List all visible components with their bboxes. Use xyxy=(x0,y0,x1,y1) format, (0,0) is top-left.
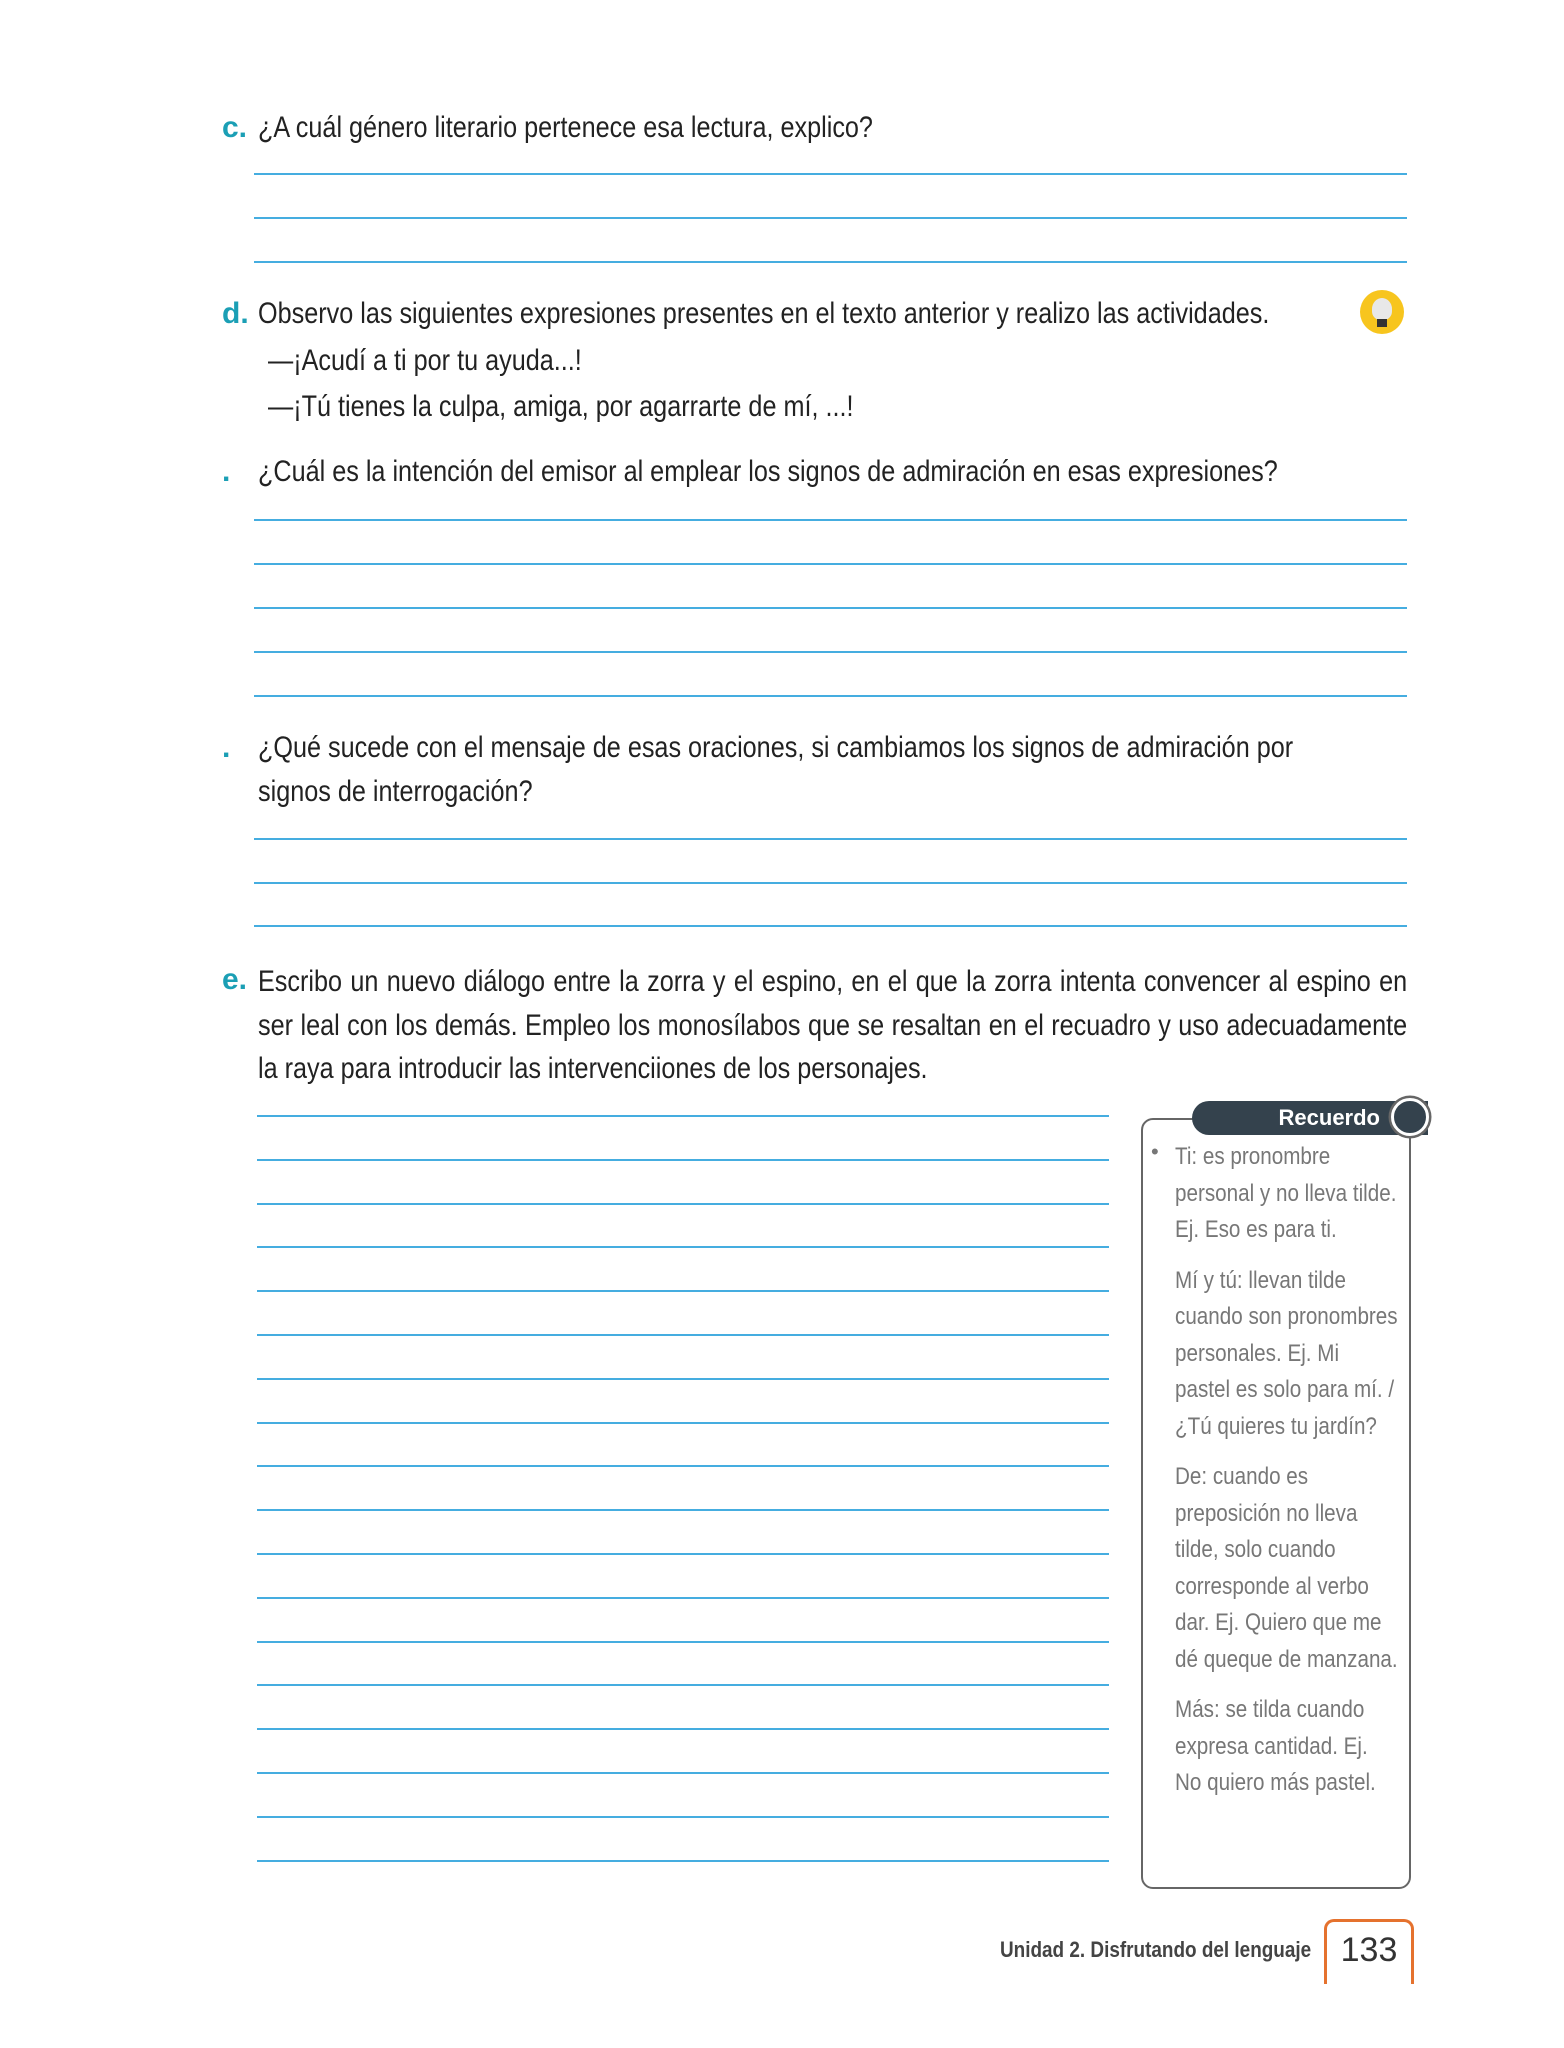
question-d-text: Observo las siguientes expresiones presentes en el texto anterior y realizo las actividades. xyxy=(258,297,1270,330)
bullet-question-2-line-2: signos de interrogación? xyxy=(258,775,533,808)
answer-line[interactable] xyxy=(254,925,1407,927)
answer-line[interactable] xyxy=(254,882,1407,884)
recuerdo-title: Recuerdo xyxy=(1278,1105,1380,1130)
answer-line[interactable] xyxy=(257,1334,1109,1336)
bullet-question-2-line-1: ¿Qué sucede con el mensaje de esas oraciones, si cambiamos los signos de admiración por xyxy=(258,731,1294,764)
answer-line[interactable] xyxy=(257,1641,1109,1643)
answer-line[interactable] xyxy=(257,1684,1109,1686)
recuerdo-item-ti: Ti: es pronombre personal y no lleva tilde. Ej. Eso es para ti. xyxy=(1175,1143,1397,1243)
recuerdo-item-mi-tu: Mí y tú: llevan tilde cuando son pronombres personales. Ej. Mi pastel es solo para mí. / ¿Tú quieres tu jardín? xyxy=(1175,1266,1398,1440)
page-number: 133 xyxy=(1324,1919,1414,1984)
answer-line[interactable] xyxy=(254,607,1407,609)
question-e-text: Escribo un nuevo diálogo entre la zorra y el espino, en el que la zorra intenta convencer al espino en ser leal con los demás. Empleo los monosílabos que se resaltan en el recuadro y uso adecuadamente la raya para introducir las intervenciiones de los personajes. xyxy=(258,965,1408,1085)
answer-line[interactable] xyxy=(257,1728,1109,1730)
answer-line[interactable] xyxy=(257,1378,1109,1380)
question-d-letter: d. xyxy=(222,297,249,330)
answer-line[interactable] xyxy=(254,695,1407,697)
bullet-marker: . xyxy=(222,455,231,488)
answer-line[interactable] xyxy=(254,173,1407,175)
answer-line[interactable] xyxy=(257,1159,1109,1161)
unit-title: Unidad 2. Disfrutando del lenguaje xyxy=(1000,1937,1312,1962)
answer-line[interactable] xyxy=(257,1816,1109,1818)
answer-line[interactable] xyxy=(254,838,1407,840)
bullet-marker: . xyxy=(222,731,231,764)
answer-line[interactable] xyxy=(257,1509,1109,1511)
answer-line[interactable] xyxy=(254,563,1407,565)
lightbulb-icon xyxy=(1360,290,1404,334)
answer-line[interactable] xyxy=(257,1553,1109,1555)
answer-line[interactable] xyxy=(254,261,1407,263)
circle-icon xyxy=(1391,1098,1429,1136)
answer-line[interactable] xyxy=(257,1860,1109,1862)
question-e-letter: e. xyxy=(222,963,248,996)
recuerdo-item-mas: Más: se tilda cuando expresa cantidad. Ej. No quiero más pastel. xyxy=(1175,1696,1376,1796)
answer-line[interactable] xyxy=(257,1465,1109,1467)
answer-line[interactable] xyxy=(257,1597,1109,1599)
answer-line[interactable] xyxy=(257,1115,1109,1117)
answer-line[interactable] xyxy=(257,1290,1109,1292)
question-c-letter: c. xyxy=(222,111,248,144)
answer-line[interactable] xyxy=(254,217,1407,219)
answer-line[interactable] xyxy=(257,1203,1109,1205)
answer-line[interactable] xyxy=(257,1772,1109,1774)
recuerdo-item-de: De: cuando es preposición no lleva tilde, solo cuando corresponde al verbo dar. Ej. Quiero que me dé queque de manzana. xyxy=(1175,1463,1398,1673)
recuerdo-bullet: • xyxy=(1151,1139,1159,1164)
answer-line[interactable] xyxy=(257,1246,1109,1248)
bullet-question-1: ¿Cuál es la intención del emisor al emplear los signos de admiración en esas expresiones? xyxy=(258,455,1278,488)
recuerdo-content xyxy=(1175,1139,1399,1816)
quote-1: —¡Acudí a ti por tu ayuda...! xyxy=(268,344,582,377)
answer-line[interactable] xyxy=(257,1422,1109,1424)
question-c-text: ¿A cuál género literario pertenece esa lectura, explico? xyxy=(258,111,873,144)
answer-line[interactable] xyxy=(254,651,1407,653)
quote-2: —¡Tú tienes la culpa, amiga, por agarrarte de mí, ...! xyxy=(268,390,854,423)
answer-line[interactable] xyxy=(254,519,1407,521)
